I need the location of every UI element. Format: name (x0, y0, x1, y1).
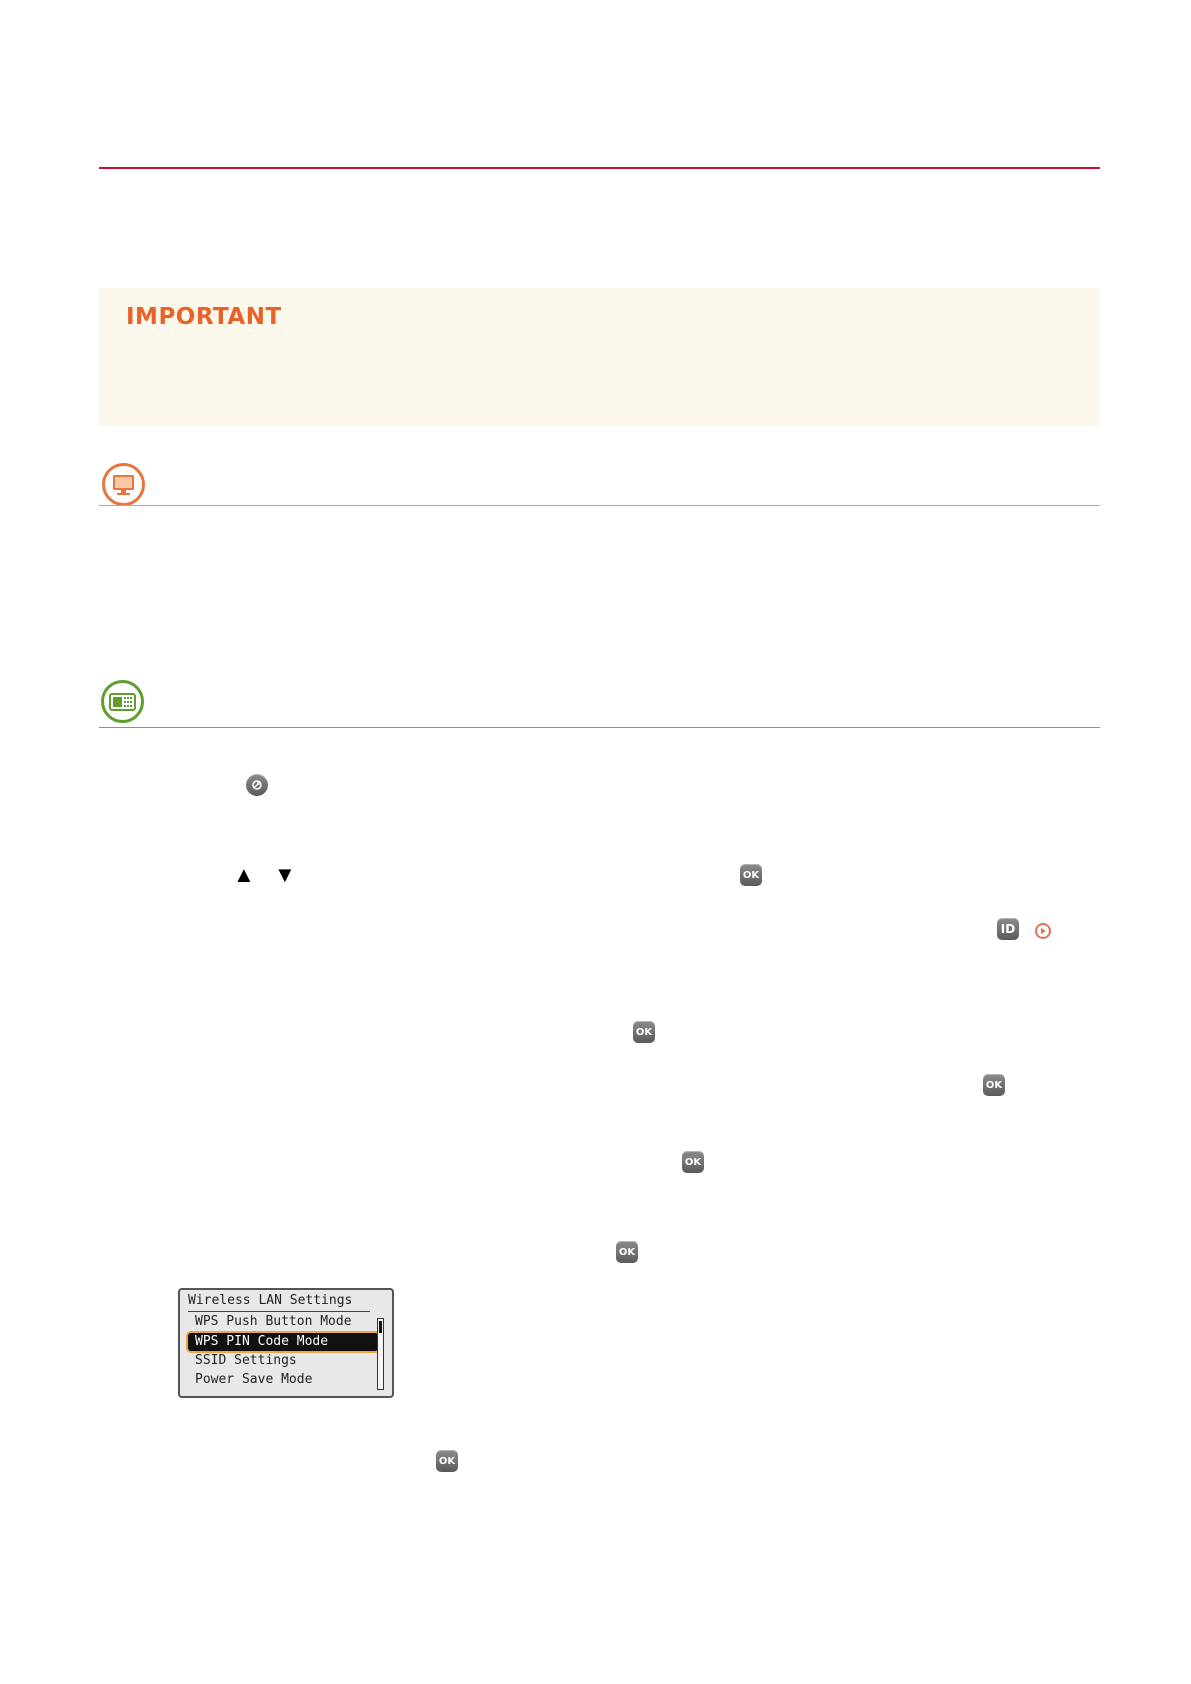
ok-key-icon: OK (740, 864, 762, 886)
lcd-title: Wireless LAN Settings (188, 1293, 353, 1308)
down-arrow-icon: ▼ (274, 862, 296, 887)
control-panel-icon (101, 680, 144, 723)
monitor-icon (102, 463, 145, 506)
lcd-title-rule (188, 1311, 370, 1312)
title-rule (99, 167, 1100, 169)
ok-key-icon: OK (616, 1241, 638, 1263)
up-arrow-icon: ▲ (233, 862, 255, 887)
link-arrow-icon[interactable] (1035, 923, 1051, 939)
ok-key-icon: OK (436, 1450, 458, 1472)
lcd-menu-item: SSID Settings (195, 1353, 297, 1368)
lcd-menu-item: WPS Push Button Mode (195, 1314, 352, 1329)
lcd-menu-item-selected: WPS PIN Code Mode (188, 1333, 378, 1351)
lcd-screen (178, 1288, 394, 1398)
lcd-menu-item: Power Save Mode (195, 1372, 313, 1387)
lcd-scrollbar (377, 1318, 384, 1390)
id-key-icon: ID (997, 918, 1019, 940)
ok-key-icon: OK (682, 1151, 704, 1173)
lcd-scrollbar-thumb (379, 1321, 382, 1333)
panel-section-rule (99, 727, 1100, 728)
important-title: IMPORTANT (126, 304, 282, 330)
ok-key-icon: OK (633, 1021, 655, 1043)
computer-section-rule (99, 505, 1100, 506)
menu-key-icon (246, 774, 268, 796)
ok-key-icon: OK (983, 1074, 1005, 1096)
